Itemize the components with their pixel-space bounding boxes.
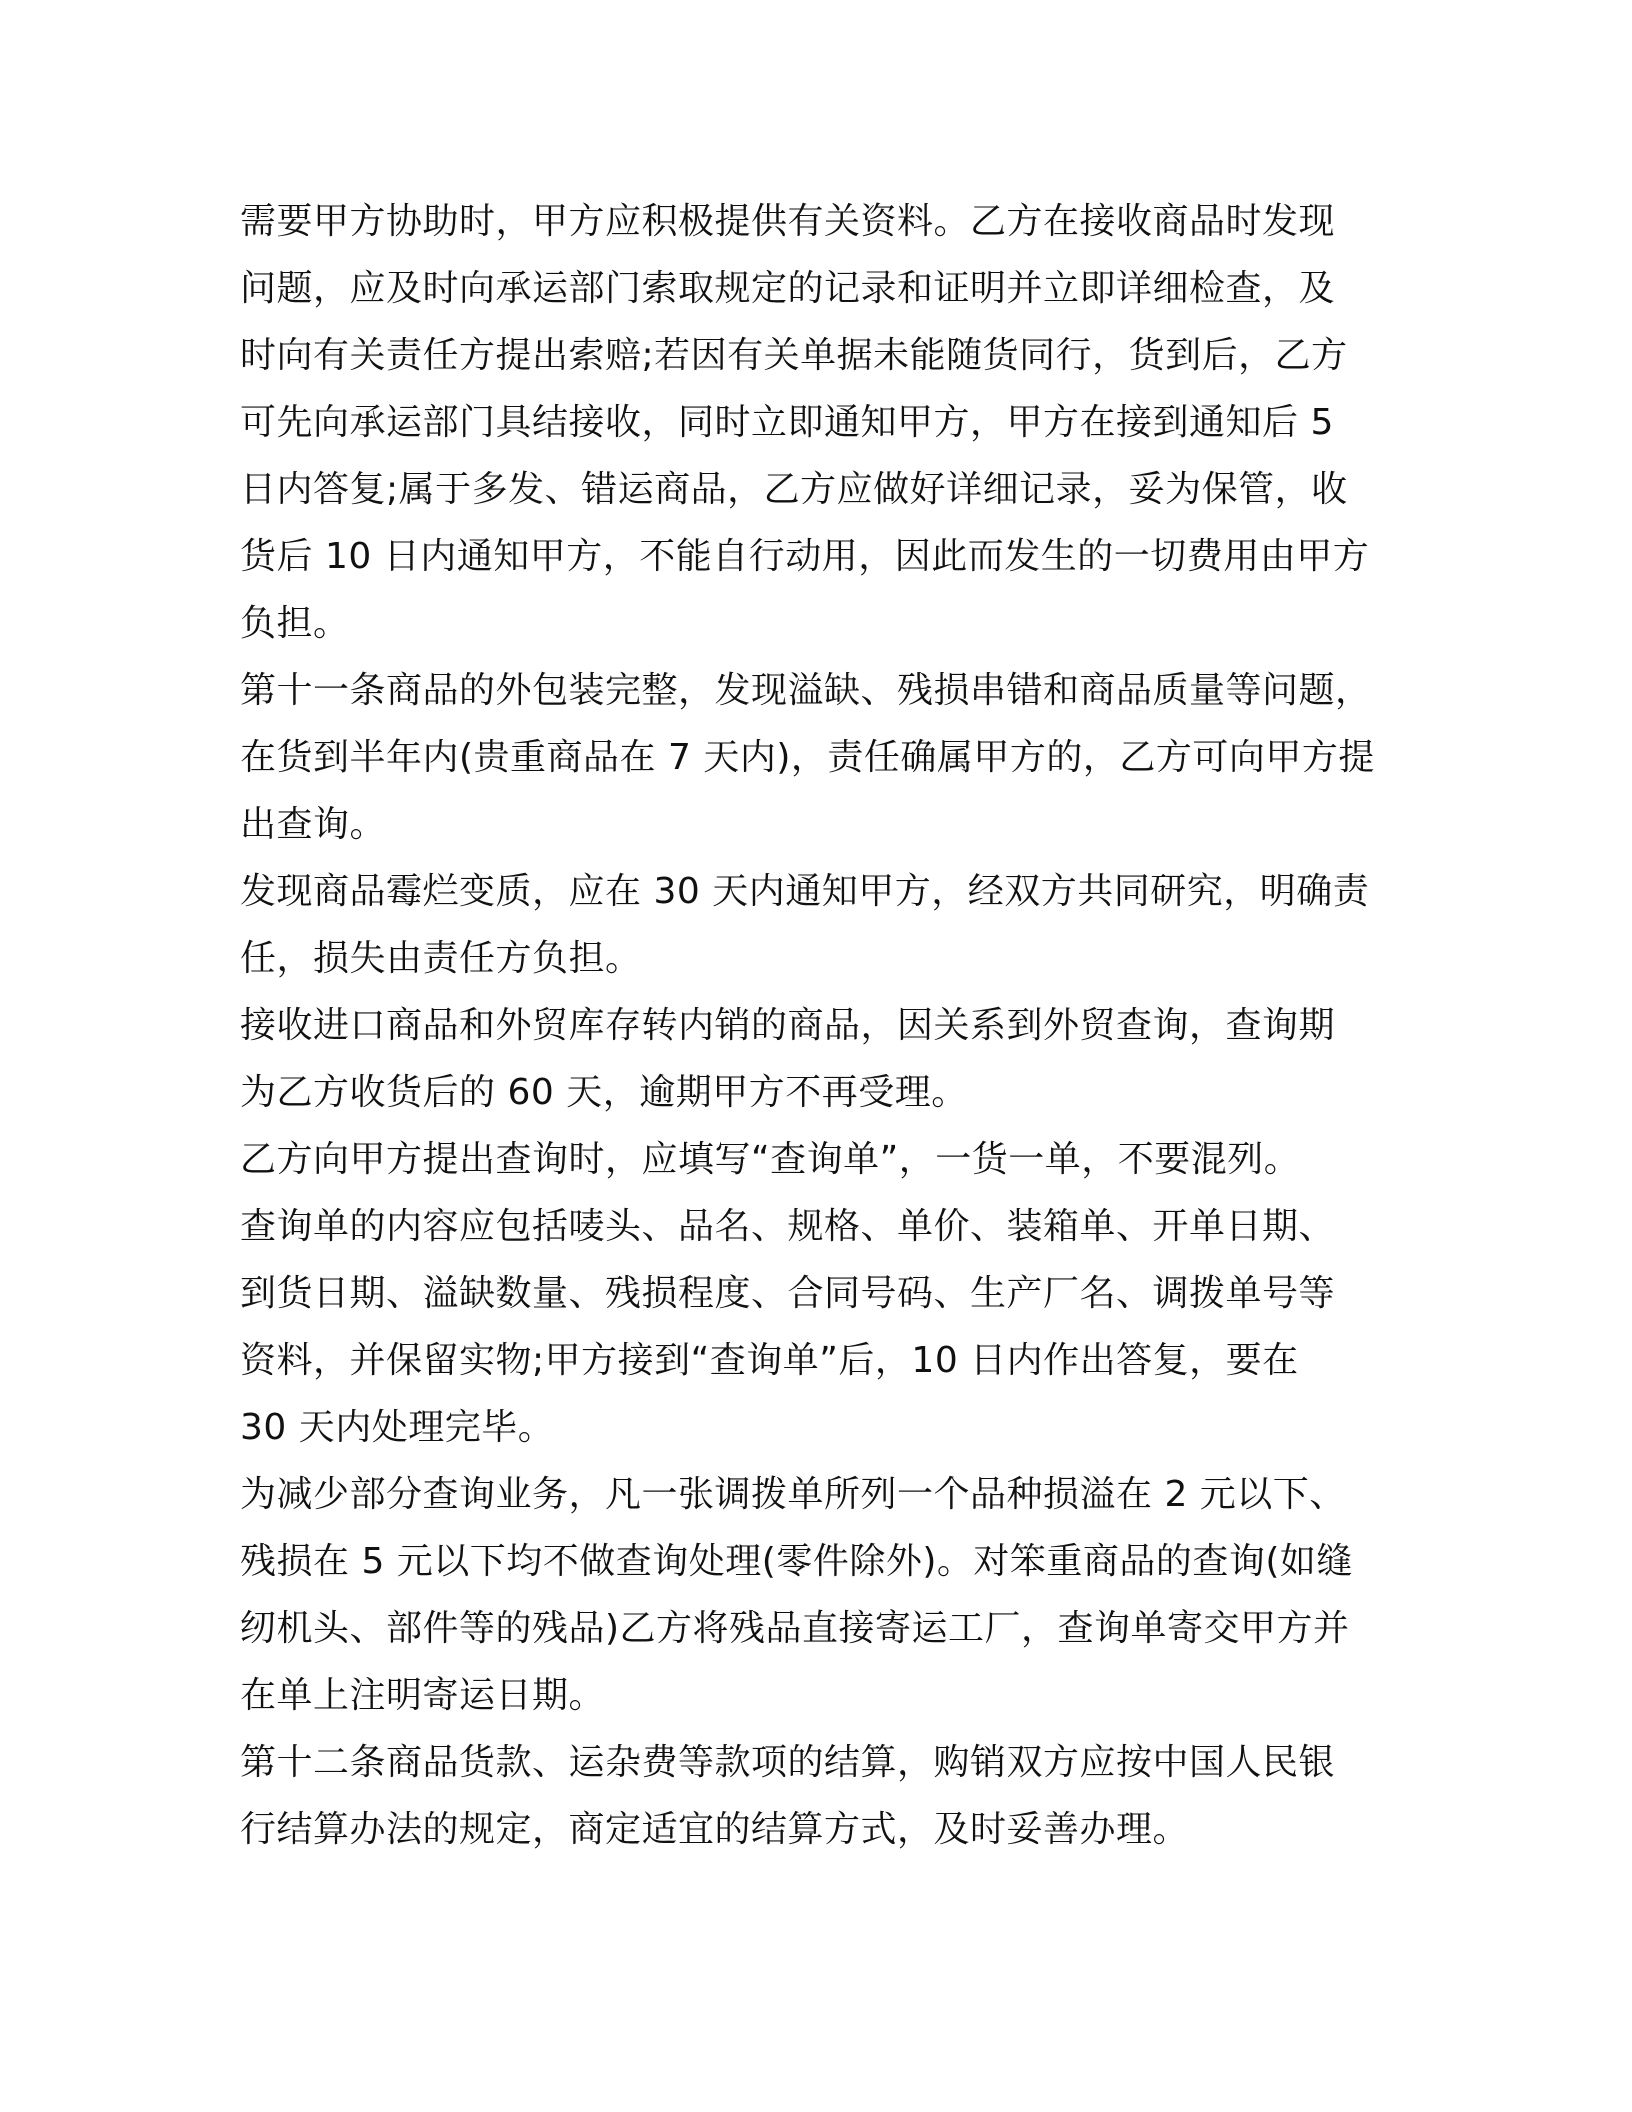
text-line: 负担。 xyxy=(240,603,350,644)
text-line: 残损在 5 元以下均不做查询处理(零件除外)。对笨重商品的查询(如缝 xyxy=(240,1541,1353,1582)
text-line: 任，损失由责任方负担。 xyxy=(240,938,642,979)
text-line: 问题，应及时向承运部门索取规定的记录和证明并立即详细检查，及 xyxy=(240,268,1336,309)
document-body xyxy=(240,188,1400,1863)
text-line: 发现商品霉烂变质，应在 30 天内通知甲方，经双方共同研究，明确责 xyxy=(240,871,1370,912)
text-line: 需要甲方协助时，甲方应积极提供有关资料。乙方在接收商品时发现 xyxy=(240,201,1336,242)
text-line: 日内答复;属于多发、错运商品，乙方应做好详细记录，妥为保管，收 xyxy=(240,469,1348,510)
text-line: 行结算办法的规定，商定适宜的结算方式，及时妥善办理。 xyxy=(240,1809,1190,1850)
text-line: 在单上注明寄运日期。 xyxy=(240,1675,606,1716)
text-line: 第十一条商品的外包装完整，发现溢缺、残损串错和商品质量等问题， xyxy=(240,670,1372,711)
text-line: 乙方向甲方提出查询时，应填写“查询单”，一货一单，不要混列。 xyxy=(240,1139,1301,1180)
text-line: 时向有关责任方提出索赔;若因有关单据未能随货同行，货到后，乙方 xyxy=(240,335,1348,376)
text-line: 查询单的内容应包括唛头、品名、规格、单价、装箱单、开单日期、 xyxy=(240,1206,1336,1247)
text-line: 在货到半年内(贵重商品在 7 天内)，责任确属甲方的，乙方可向甲方提 xyxy=(240,737,1375,778)
text-line: 第十二条商品货款、运杂费等款项的结算，购销双方应按中国人民银 xyxy=(240,1742,1336,1783)
text-line: 为乙方收货后的 60 天，逾期甲方不再受理。 xyxy=(240,1072,968,1113)
text-line: 为减少部分查询业务，凡一张调拨单所列一个品种损溢在 2 元以下、 xyxy=(240,1474,1346,1515)
text-line: 到货日期、溢缺数量、残损程度、合同号码、生产厂名、调拨单号等 xyxy=(240,1273,1336,1314)
text-line: 接收进口商品和外贸库存转内销的商品，因关系到外贸查询，查询期 xyxy=(240,1005,1336,1046)
text-line: 资料，并保留实物;甲方接到“查询单”后，10 日内作出答复，要在 xyxy=(240,1340,1299,1381)
text-line: 出查询。 xyxy=(240,804,387,845)
text-line: 货后 10 日内通知甲方，不能自行动用，因此而发生的一切费用由甲方 xyxy=(240,536,1370,577)
text-line: 可先向承运部门具结接收，同时立即通知甲方，甲方在接到通知后 5 xyxy=(240,402,1334,443)
text-line: 纫机头、部件等的残品)乙方将残品直接寄运工厂，查询单寄交甲方并 xyxy=(240,1608,1350,1649)
text-line: 30 天内处理完毕。 xyxy=(240,1407,555,1448)
